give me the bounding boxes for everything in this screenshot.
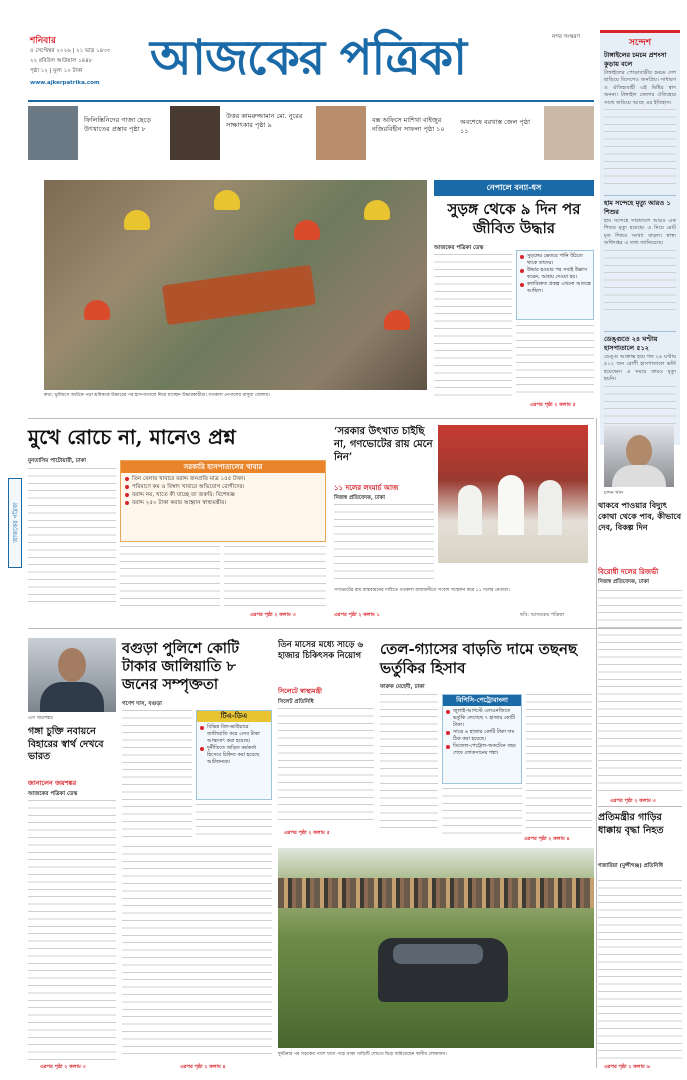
rescuer-helmet <box>214 190 240 210</box>
nepal-label: নেপালে বন্যা-ধস <box>434 180 594 196</box>
car-accident-photo <box>278 848 594 1048</box>
edition-label: নগর সংস্করণ <box>552 34 580 40</box>
bogura-highlights <box>196 710 272 800</box>
continued-link[interactable]: এরপর পৃষ্ঠা ২ কলাম ৩ <box>40 1064 86 1070</box>
continued-link[interactable]: এরপর পৃষ্ঠা ২ কলাম ১ <box>334 612 380 618</box>
teaser-item[interactable] <box>28 106 166 160</box>
section-divider <box>28 418 594 419</box>
sidebar-item-text: টাঙ্গাইলের পোড়াবাড়ীর চমচম দেশ ছাড়িয়ে বিদেশেও জনপ্রিয়। সাধারণ ও ঐতিহ্যবাহী এই মিষ্টির স্বাদ অনন্য। টাঙ্গাইল জেলার ঐতিহ্যের সাথে জড়িয়ে আছে এর ইতিহাস। <box>604 70 676 106</box>
sidebar-item-head: হাম সন্দেহে মৃত্যু আরও ১ শিশুর <box>604 199 671 216</box>
continued-link[interactable]: এরপর পৃষ্ঠা ২ কলাম ৫ <box>530 402 576 408</box>
ganga-subhead: জানালেন জয়শঙ্কর <box>28 779 77 787</box>
sidebar-item[interactable] <box>604 331 676 433</box>
sidebar-item[interactable] <box>604 195 676 312</box>
rescuer-helmet <box>364 200 390 220</box>
nepal-rescue-photo <box>44 180 427 390</box>
nepal-photo-caption: কথ্য: ভূমিধসে আটকে পড়া শ্রমিককে উদ্ধারের পর হাসপাতালে নিয়ে যাচ্ছেন উদ্ধারকারীরা। গতকাল নেপালের রাসুয়া জেলায়। <box>44 393 270 398</box>
nepal-headline: সুড়ঙ্গ থেকে ৯ দিন পর জীবিত উদ্ধার <box>447 200 581 237</box>
pm-car-body <box>598 880 682 1060</box>
press-conference-photo <box>438 425 588 563</box>
sidebar-item-text: ডেঙ্গু আক্রান্ত হয়ে গত ২৪ ঘণ্টায় ৫১২ জন রোগী হাসপাতালে ভর্তি হয়েছেন। এ সময়ে কারও মৃত্যু হয়নি। <box>604 354 677 383</box>
teaser-item[interactable] <box>170 106 310 160</box>
continued-link[interactable]: এরপর পৃষ্ঠা ২ কলাম ৩ <box>610 798 656 804</box>
food-body <box>120 546 220 608</box>
oil-box-title: বিপিসি-পেট্রোবাংলা <box>443 695 521 706</box>
oil-body <box>380 694 438 834</box>
text-lines <box>604 386 676 426</box>
teaser-strip <box>28 100 594 162</box>
pages-price: পৃষ্ঠা ১২ | মূল্য ১০ টাকা <box>30 68 83 74</box>
continued-link[interactable]: এরপর পৃষ্ঠা ২ কলাম ৪ <box>524 836 570 842</box>
teaser-text: অবশেষে বরখাস্ত জেল পৃষ্ঠা ১১ <box>460 118 530 135</box>
teaser-text: ফিলিস্তিনিদের গাজা ছেড়ে উৎখাতের প্রস্তাব পৃষ্ঠা ৮ <box>84 116 151 133</box>
date-line: ৫ সেপ্টেম্বর ২০২৬ | ২১ ভাদ্র ১৪৩৩ <box>30 48 111 54</box>
rescuer-helmet <box>84 300 110 320</box>
highlight-item: কলবিশ্রুত প্রকল্প এখনো আতঙ্কে আছিল। <box>519 281 591 295</box>
ganga-headline: গঙ্গা চুক্তি নবায়নে বিহারের স্বার্থ দেখবে ভারত <box>28 726 104 762</box>
shoulders <box>612 465 666 487</box>
highlight-item: সুড়ঙ্গের ভেতরে পানি উঠতে থাকে তাদের। <box>519 253 591 267</box>
highlight-item: বিভিন্ন বিল-ভাউচারে জালিয়াতি করে এসব টাকা আত্মসাৎ করা হয়েছে। <box>199 724 269 745</box>
teaser-item[interactable] <box>460 106 594 160</box>
hijri-date: ২২ রবিউল আউয়াল ১৪৪৮ <box>30 58 93 64</box>
highlight-item: দুর্নীতিতে জড়িত কর্মকর্তা হিসেবে চিহ্নিত করা হয়েছে আটজনকে। <box>199 745 269 766</box>
crowd <box>278 878 594 908</box>
bogura-body <box>196 804 272 840</box>
ganga-byline: আজকের পত্রিকা ডেস্ক <box>28 791 78 797</box>
continued-link[interactable]: এরপর পৃষ্ঠা ২ কলাম ৪ <box>180 1064 226 1070</box>
text-lines <box>604 109 676 189</box>
stretcher <box>162 265 316 325</box>
section-divider <box>28 628 682 629</box>
nepal-highlights <box>516 250 594 320</box>
column-divider <box>596 418 597 1068</box>
ousted-subhead: ১১ দলের লংমার্চ আজ <box>334 484 399 492</box>
highlight-item: জুলাই-আগস্টে এলএনজিতে ভর্তুকি লেগেছে ৭ হাজার কোটি টাকা। <box>445 708 519 729</box>
masthead <box>0 0 687 112</box>
shoulders <box>40 682 104 712</box>
food-box-title: সরকারি হাসপাতালের খাবার <box>121 461 325 473</box>
day-label: শনিবার <box>30 36 56 46</box>
teaser-photo <box>28 106 78 160</box>
highlight-item: বরাদ্দ নয়, খাতে কী যাচ্ছে তা জরুরি: বিশেষজ্ঞ <box>124 491 322 499</box>
teaser-text: উত্তর কামরুজ্জামান মো. নুরের সাক্ষাৎকার পৃষ্ঠা ৯ <box>226 112 303 129</box>
photo-caption: এস জয়শঙ্কর <box>28 715 53 721</box>
oil-byline: ফারুক মেহেদী, ঢাকা <box>380 684 425 690</box>
bogura-byline: গণেশ দাস, বগুড়া <box>122 701 162 707</box>
rescuer-helmet <box>294 220 320 240</box>
oil-headline: তেল-গ্যাসের বাড়তি দামে তছনছ ভর্তুকির হিসাব <box>380 640 578 677</box>
speaker-figure <box>458 485 482 535</box>
face <box>626 435 652 467</box>
rescuer-helmet <box>384 310 410 330</box>
bogura-box-title: টিএ-ডিএ <box>197 711 271 722</box>
nepal-byline: আজকের পত্রিকা ডেস্ক <box>434 245 484 251</box>
newspaper-title: আজকের পত্রিকা <box>150 30 466 86</box>
rescuer-helmet <box>124 210 150 230</box>
ousted-byline: নিজস্ব প্রতিবেদক, ঢাকা <box>334 495 386 501</box>
website-link[interactable]: www.ajkerpatrika.com <box>30 80 100 86</box>
highlight-item: পরিমাণে কম ও বিস্বাদ খাবারে অভিযোগ রোগীদের। <box>124 483 322 491</box>
food-headline: মুখে রোচে না, মানেও প্রশ্ন <box>28 425 236 449</box>
suv-window <box>393 944 483 964</box>
nepal-body <box>434 254 512 399</box>
speaker-figure <box>498 475 524 535</box>
teaser-photo <box>316 106 366 160</box>
ousted-body <box>334 504 434 584</box>
highlight-item: সাড়ে ৬ হাজার কোটি টাকা দাম ঠিক করা হয়েছে। <box>445 729 519 743</box>
ganga-body <box>28 800 116 1062</box>
oil-highlights <box>442 694 522 784</box>
highlight-item: উদ্ধার হওয়ার পর সবাই উল্লাস করেন, আশ্রয় দেওয়া হয়। <box>519 267 591 281</box>
sidebar-item-text: হাম সন্দেহে সারাদেশে আরও এক শিশুর মৃত্যু হয়েছে। এ নিয়ে মোট মৃত শিশুর সংখ্যা বাড়ল। স্বাস্থ্য অধিদপ্তর এ তথ্য জানিয়েছে। <box>604 218 676 247</box>
sidebar-title: সন্দেশ <box>628 38 652 48</box>
vertical-brand-badge <box>8 478 22 568</box>
sidebar-item[interactable] <box>604 51 676 189</box>
sidebar-item-head: টাঙ্গাইলের চমচম প্রশংসা কুড়ায় বলে <box>604 51 667 68</box>
photo-credit: ছবি: আজকের পত্রিকা <box>520 612 565 618</box>
sidebar-item-head: ডেঙ্গুতে ২৪ ঘণ্টায় হাসপাতালে ৫১২ <box>604 335 658 352</box>
bogura-body <box>122 846 272 1060</box>
continued-link[interactable]: এরপর পৃষ্ঠা ২ কলাম ৬ <box>604 1064 650 1070</box>
continued-link[interactable]: এরপর পৃষ্ঠা ২ কলাম ৫ <box>284 830 330 836</box>
teaser-item[interactable] <box>316 106 456 160</box>
oil-body <box>442 788 522 834</box>
health-subhead: সিলেটে স্বাস্থ্যমন্ত্রী <box>278 687 323 695</box>
power-strap: বিরোধী দলের রিজভী <box>598 568 659 576</box>
food-byline: মুনতাসিম পাটোয়ারী, ঢাকা <box>28 458 86 464</box>
power-reporter: নিজস্ব প্রতিবেদক, ঢাকা <box>598 579 650 585</box>
pm-car-byline: গজারিয়া (মুন্সীগঞ্জ) প্রতিনিধি <box>598 863 663 869</box>
power-headline: থাকবে পাওয়ার বিদ্যুৎ কোথা থেকে পাব, কীভাবে দেব, বিকল্প দিন <box>598 500 682 532</box>
sidebar <box>600 30 680 445</box>
bogura-headline: বগুড়া পুলিশে কোটি টাকার জালিয়াতি ৮ জনের সম্পৃক্ততা <box>122 640 240 693</box>
health-body <box>278 708 374 826</box>
speaker-figure <box>538 480 562 535</box>
health-headline: তিন মাসের মধ্যে সাড়ে ৬ হাজার চিকিৎসক নিয়োগ <box>278 640 364 661</box>
text-lines <box>604 250 676 312</box>
section-divider <box>598 806 682 807</box>
food-body <box>28 468 116 608</box>
oil-body <box>526 694 592 834</box>
face <box>58 648 86 682</box>
highlight-item: ডিজেল-পেট্রোল-অকটেনে বছর শেষে লোকসানের শঙ্কা। <box>445 743 519 757</box>
ousted-headline: ‘সরকার উৎখাত চাইছি না, গণভোটের রায় মেনে নিন’ <box>334 426 433 463</box>
jaishankar-photo <box>28 638 116 712</box>
power-photo-byline: চন্দন খান <box>604 490 624 496</box>
teaser-text: বক্স অফিসে মাশিথা বাইজুর নজিরবিহীন সাফল্য পৃষ্ঠা ১০ <box>372 116 445 133</box>
highlight-item: তিন বেলার খাবারে বরাদ্দ জনপ্রতি মাত্র ১৫৫ টাকা। <box>124 475 322 483</box>
food-highlights <box>120 460 326 542</box>
teaser-photo <box>170 106 220 160</box>
health-byline: সিলেট প্রতিনিধি <box>278 699 314 705</box>
power-body <box>598 590 682 795</box>
vertical-badge-text: আজকের পত্রিকা <box>12 502 20 543</box>
highlight-item: বরাদ্দ ২৫০ টাকা করার আহ্বান স্বাস্থ্যমন্ত্রীর। <box>124 499 322 507</box>
rizvi-photo <box>604 425 674 487</box>
teaser-photo <box>544 106 594 160</box>
nepal-body <box>516 325 594 399</box>
pm-car-headline: প্রতিমন্ত্রীর গাড়ির ধাক্কায় বৃদ্ধা নিহত <box>598 812 664 836</box>
ousted-caption: গণভোটের রায় বাস্তবায়নের দাবিতে গতকাল রাজধানীতে সংবাদ সম্মেলন করে ১১ দলের নেতারা। <box>334 588 510 593</box>
bogura-body <box>122 710 192 840</box>
car-photo-caption: দুর্ঘটনার পর সড়কের পাশে খাদে পড়ে থাকা গাড়িটি দেখতে ভিড় জমিয়েছেন স্থানীয় লোকজন। <box>278 1052 447 1057</box>
continued-link[interactable]: এরপর পৃষ্ঠা ২ কলাম ৩ <box>250 612 296 618</box>
food-body <box>224 546 326 608</box>
